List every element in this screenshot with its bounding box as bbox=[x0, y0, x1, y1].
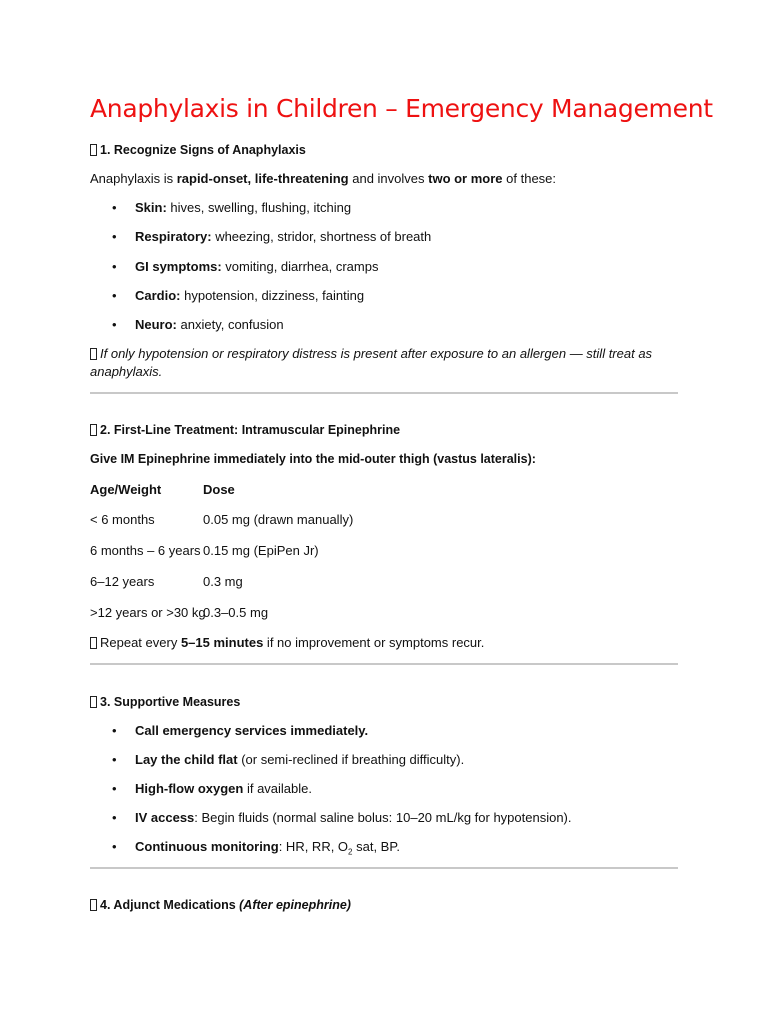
section-1-heading-text: 1. Recognize Signs of Anaphylaxis bbox=[100, 143, 306, 157]
note-line-1: If only hypotension or respiratory distress is present after exposure to an allergen — still treat as bbox=[100, 346, 653, 361]
list-item bbox=[116, 809, 572, 827]
intro-text-a: Anaphylaxis is bbox=[90, 171, 177, 186]
item-text: vomiting, diarrhea, cramps bbox=[221, 259, 379, 274]
table-cell-age: < 6 months bbox=[90, 512, 155, 527]
section-1-note-cont bbox=[90, 363, 162, 381]
list-item bbox=[116, 258, 378, 276]
checkbox-glyph-icon bbox=[90, 424, 97, 436]
checkbox-glyph-icon bbox=[90, 144, 97, 156]
table-cell-dose: 0.05 mg (drawn manually) bbox=[203, 512, 354, 527]
item-label: Skin: bbox=[135, 200, 167, 215]
section-1-intro bbox=[90, 170, 556, 188]
list-item bbox=[116, 199, 351, 217]
item-text: if available. bbox=[243, 781, 312, 796]
item-label: IV access bbox=[135, 810, 195, 825]
section-4-heading-italic: (After epinephrine) bbox=[239, 898, 351, 912]
list-item bbox=[116, 228, 431, 246]
section-1-note bbox=[90, 345, 652, 363]
list-item bbox=[116, 287, 364, 305]
item-text: : Begin fluids (normal saline bolus: 10–20 mL/kg for hypotension). bbox=[194, 810, 572, 825]
item-label: GI symptoms: bbox=[135, 259, 222, 274]
note-line-2: anaphylaxis. bbox=[90, 364, 163, 379]
item-label: High-flow oxygen bbox=[135, 781, 244, 796]
checkbox-glyph-icon bbox=[90, 348, 97, 360]
table-cell-age: >12 years or >30 kg bbox=[90, 605, 206, 620]
table-header-dose: Dose bbox=[203, 482, 235, 497]
list-item bbox=[116, 838, 400, 862]
item-text: : HR, RR, O bbox=[278, 839, 349, 854]
table-cell-dose: 0.15 mg (EpiPen Jr) bbox=[203, 543, 319, 558]
document-title: Anaphylaxis in Children – Emergency Management bbox=[90, 94, 713, 123]
item-text: anxiety, confusion bbox=[176, 317, 284, 332]
repeat-text-a: Repeat every bbox=[100, 635, 181, 650]
repeat-text-b: 5–15 minutes bbox=[180, 635, 264, 650]
list-item bbox=[116, 780, 312, 798]
item-text: hypotension, dizziness, fainting bbox=[180, 288, 365, 303]
item-text: Call emergency services immediately. bbox=[135, 723, 369, 738]
intro-text-e: of these: bbox=[502, 171, 557, 186]
section-divider bbox=[90, 867, 678, 869]
list-item bbox=[116, 316, 284, 334]
item-text: wheezing, stridor, shortness of breath bbox=[211, 229, 432, 244]
item-label: Lay the child flat bbox=[135, 752, 238, 767]
checkbox-glyph-icon bbox=[90, 899, 97, 911]
item-label: Continuous monitoring bbox=[135, 839, 279, 854]
section-3-heading-text: 3. Supportive Measures bbox=[100, 695, 241, 709]
section-2-instruction: Give IM Epinephrine immediately into the mid-outer thigh (vastus lateralis): bbox=[90, 452, 536, 466]
repeat-note bbox=[90, 634, 484, 652]
table-cell-age: 6 months – 6 years bbox=[90, 543, 201, 558]
section-4-heading-text: 4. Adjunct Medications bbox=[100, 898, 240, 912]
intro-text-c: and involves bbox=[348, 171, 429, 186]
checkbox-glyph-icon bbox=[90, 696, 97, 708]
list-item bbox=[116, 751, 464, 769]
table-cell-dose: 0.3–0.5 mg bbox=[203, 605, 269, 620]
intro-text-b: rapid-onset, life-threatening bbox=[176, 171, 349, 186]
section-2-heading-text: 2. First-Line Treatment: Intramuscular Epinephrine bbox=[100, 423, 401, 437]
section-3-heading bbox=[90, 693, 240, 711]
item-text: sat, BP. bbox=[352, 839, 400, 854]
table-cell-age: 6–12 years bbox=[90, 574, 155, 589]
subscript: 2 bbox=[348, 847, 353, 857]
item-text: (or semi-reclined if breathing difficulty). bbox=[237, 752, 465, 767]
item-text: hives, swelling, flushing, itching bbox=[166, 200, 352, 215]
item-label: Cardio: bbox=[135, 288, 181, 303]
section-1-heading bbox=[90, 141, 306, 159]
list-item bbox=[116, 722, 368, 740]
section-divider bbox=[90, 663, 678, 665]
checkbox-glyph-icon bbox=[90, 637, 97, 649]
intro-text-d: two or more bbox=[428, 171, 503, 186]
section-4-heading bbox=[90, 896, 351, 914]
section-divider bbox=[90, 392, 678, 394]
table-cell-dose: 0.3 mg bbox=[203, 574, 243, 589]
section-2-heading bbox=[90, 421, 400, 439]
item-label: Neuro: bbox=[135, 317, 177, 332]
item-label: Respiratory: bbox=[135, 229, 212, 244]
repeat-text-c: if no improvement or symptoms recur. bbox=[263, 635, 485, 650]
table-header-age: Age/Weight bbox=[90, 482, 162, 497]
